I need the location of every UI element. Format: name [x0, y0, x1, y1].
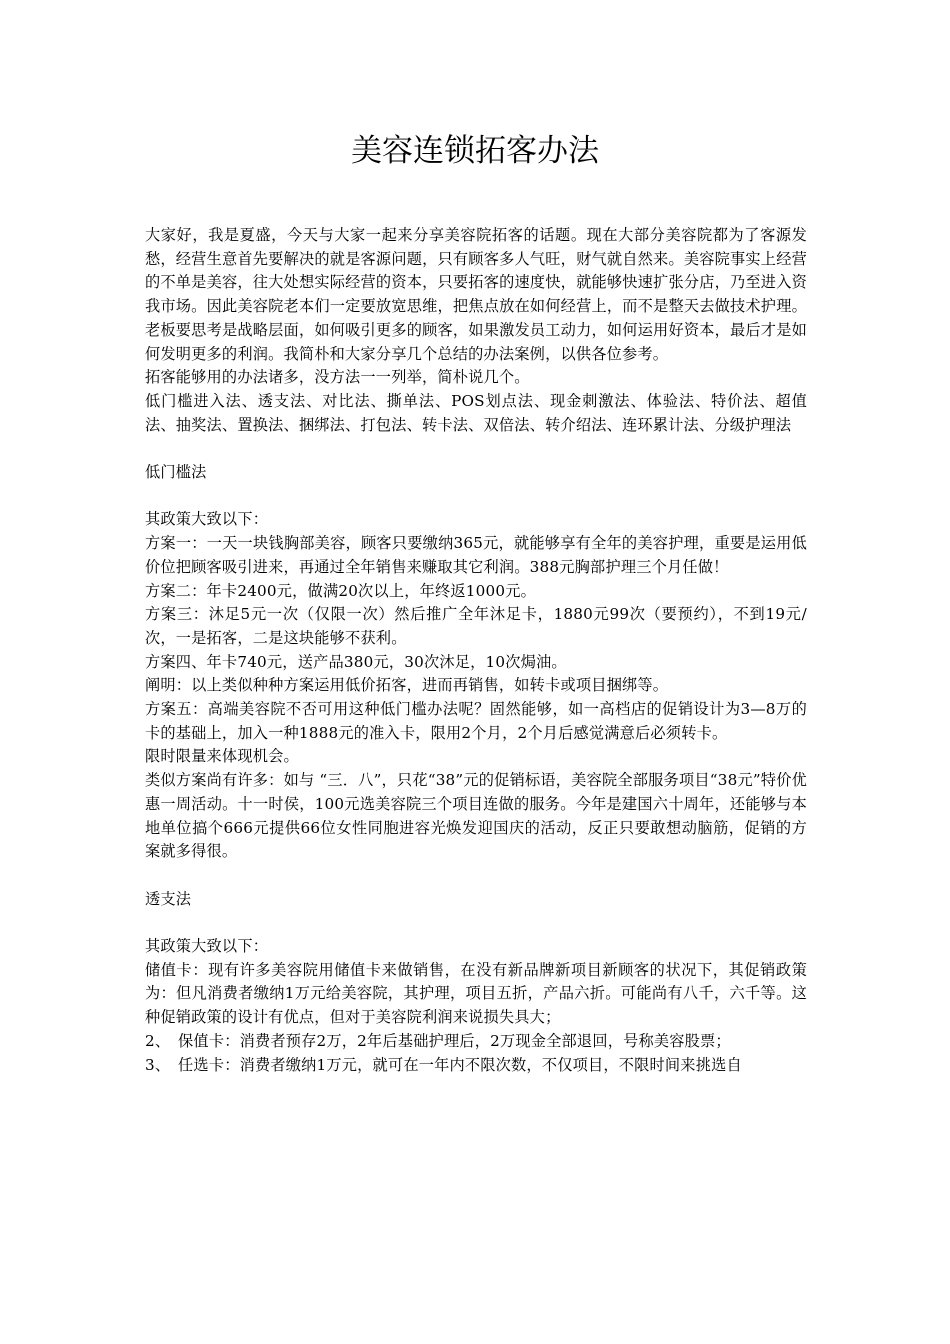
- plan-note: 阐明：以上类似种种方案运用低价拓客，进而再销售，如转卡或项目捆绑等。: [145, 676, 669, 695]
- document-title: 美容连锁拓客办法: [351, 133, 599, 169]
- limited-offer: 限时限量来体现机会。: [145, 747, 299, 766]
- spacer: [145, 485, 807, 509]
- spacer: [145, 437, 807, 461]
- spacer: [145, 911, 807, 935]
- section-heading-overdraft: 透支法: [145, 889, 192, 908]
- section-heading-low-threshold: 低门槛法: [145, 463, 207, 482]
- plan-one: 方案一：一天一块钱胸部美容，顾客只要缴纳365元，就能够享有全年的美容护理，重要是运用低价位把顾客吸引进来，再通过全年销售来赚取其它利润。388元胸部护理三个月任做！: [145, 534, 807, 576]
- list-item: 3、 任选卡：消费者缴纳1万元，就可在一年内不限次数，不仅项目，不限时间来挑选自: [145, 1055, 742, 1074]
- stored-value-card: 储值卡：现有许多美容院用储值卡来做销售，在没有新品牌新项目新顾客的状况下，其促销政策为：但凡消费者缴纳1万元给美容院，其护理，项目五折，产品六折。可能尚有八千，六千等。这种促销政策的设计有优点，但对于美容院利润来说损失具大；: [145, 960, 807, 1027]
- spacer: [145, 864, 807, 888]
- similar-plans: 类似方案尚有许多：如与 “三．八”，只花“38”元的促销标语，美容院全部服务项目“38元”特价优惠一周活动。十一时侯，100元选美容院三个项目连做的服务。今年是建国六十周年，还能够与本地单位搞个666元提供66位女性同胞进容光焕发迎国庆的活动，反正只要敢想动脑筋，促销的方案就多得很。: [145, 771, 807, 861]
- methods-intro: 拓客能够用的办法诸多，没方法一一列举，简朴说几个。: [145, 368, 530, 387]
- plan-two: 方案二：年卡2400元，做满20次以上，年终返1000元。: [145, 581, 536, 600]
- document-body: [145, 224, 807, 1077]
- policy-intro: 其政策大致以下：: [145, 510, 269, 529]
- list-item: 2、 保值卡：消费者预存2万，2年后基础护理后，2万现金全部退回，号称美容股票；: [145, 1031, 731, 1050]
- plan-five: 方案五：高端美容院不否可用这种低门槛办法呢？固然能够，如一高档店的促销设计为3—8万的卡的基础上，加入一种1888元的准入卡，限用2个月，2个月后感觉满意后必须转卡。: [145, 700, 807, 742]
- policy-intro: 其政策大致以下：: [145, 937, 269, 956]
- methods-list: 低门槛进入法、透支法、对比法、撕单法、POS划点法、现金刺激法、体验法、特价法、超值法、抽奖法、置换法、捆绑法、打包法、转卡法、双倍法、转介绍法、连环累计法、分级护理法: [145, 391, 807, 434]
- plan-four: 方案四、年卡740元，送产品380元，30次沐足，10次焗油。: [145, 652, 567, 671]
- plan-three: 方案三：沐足5元一次（仅限一次）然后推广全年沐足卡，1880元99次（要预约），不到19元/次，一是拓客，二是这块能够不获利。: [145, 605, 807, 647]
- intro-paragraph: 大家好，我是夏盛，今天与大家一起来分享美容院拓客的话题。现在大部分美容院都为了客源发愁，经营生意首先要解决的就是客源问题，只有顾客多人气旺，财气就自然来。美容院事实上经营的不单是美容，往大处想实际经营的资本，只要拓客的速度快，就能够快速扩张分店，乃至进入资我市场。因此美容院老本们一定要放宽思维，把焦点放在如何经营上，而不是整天去做技术护理。老板要思考是战略层面，如何吸引更多的顾客，如果激发员工动力，如何运用好资本，最后才是如何发明更多的利润。我简朴和大家分享几个总结的办法案例，以供各位参考。: [145, 226, 807, 363]
